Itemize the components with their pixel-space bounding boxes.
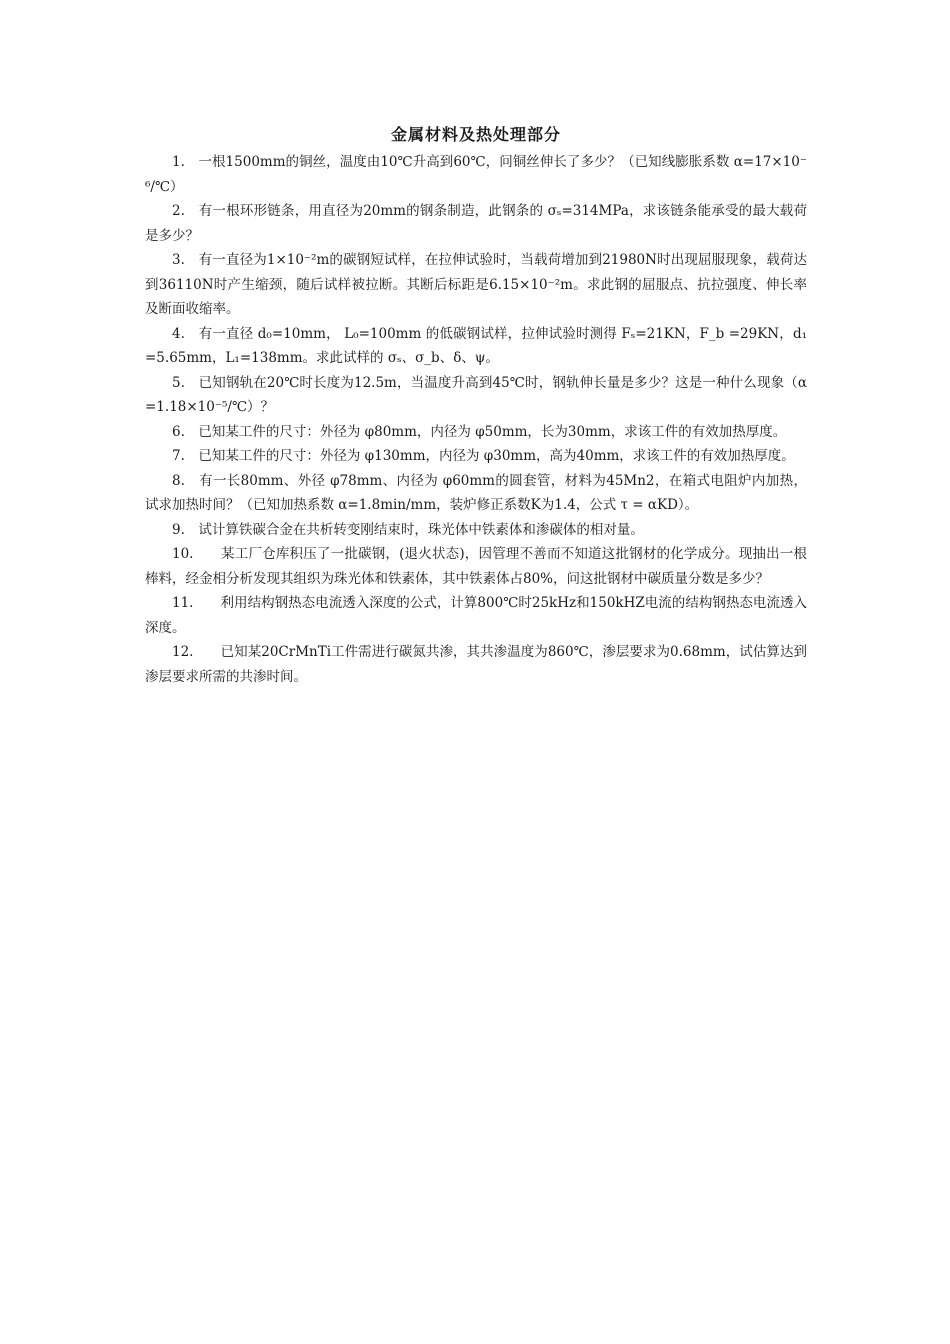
document-title: 金属材料及热处理部分	[390, 125, 561, 144]
question-9: 9. 试计算铁碳合金在共析转变刚结束时，珠光体中铁素体和渗碳体的相对量。	[172, 521, 644, 538]
question-10: 10. 某工厂仓库积压了一批碳钢，(退火状态)，因管理不善而不知道这批钢材的化学成分。现抽出一根棒料，经金相分析发现其组织为珠光体和铁素体，其中铁素体占80%，问这批钢材中碳质量分数是多少？	[145, 546, 807, 587]
question-2: 2. 有一根环形链条，用直径为20mm的钢条制造，此钢条的 σₛ=314MPa，求该链条能承受的最大载荷是多少？	[145, 203, 807, 244]
question-4: 4. 有一直径 d₀=10mm， L₀=100mm 的低碳钢试样，拉伸试验时测得 Fₛ=21KN，F_b =29KN，d₁ =5.65mm，L₁=138mm。求此试样的 σₛ、σ_b、δ、ψ。	[145, 325, 807, 366]
question-1: 1. 一根1500mm的铜丝，温度由10℃升高到60℃，问铜丝伸长了多少？（已知线膨胀系数 α=17×10⁻⁶/℃）	[145, 154, 807, 195]
question-3: 3. 有一直径为1×10⁻²m的碳钢短试样，在拉伸试验时，当载荷增加到21980N时出现屈服现象，载荷达到36110N时产生缩颈，随后试样被拉断。其断后标距是6.15×10⁻²m。求此钢的屈服点、抗拉强度、伸长率及断面收缩率。	[145, 252, 807, 317]
question-5: 5. 已知钢轨在20℃时长度为12.5m，当温度升高到45℃时，钢轨伸长量是多少？这是一种什么现象（α=1.18×10⁻⁵/℃）？	[145, 374, 807, 415]
question-8: 8. 有一长80mm、外径 φ78mm、内径为 φ60mm的圆套管，材料为45Mn2，在箱式电阻炉内加热，试求加热时间？（已知加热系数 α=1.8min/mm，装炉修正系数K为1.4，公式 τ = αKD）。	[145, 472, 807, 513]
question-7: 7. 已知某工件的尺寸：外径为 φ130mm，内径为 φ30mm，高为40mm，求该工件的有效加热厚度。	[172, 448, 795, 464]
question-11: 11. 利用结构钢热态电流透入深度的公式，计算800℃时25kHz和150kHZ电流的结构钢热态电流透入深度。	[145, 595, 807, 636]
question-6: 6. 已知某工件的尺寸：外径为 φ80mm，内径为 φ50mm，长为30mm，求该工件的有效加热厚度。	[172, 423, 787, 440]
document-page	[145, 122, 807, 689]
question-12: 12. 已知某20CrMnTi工件需进行碳氮共渗，其共渗温度为860℃，渗层要求为0.68mm，试估算达到渗层要求所需的共渗时间。	[145, 644, 807, 685]
